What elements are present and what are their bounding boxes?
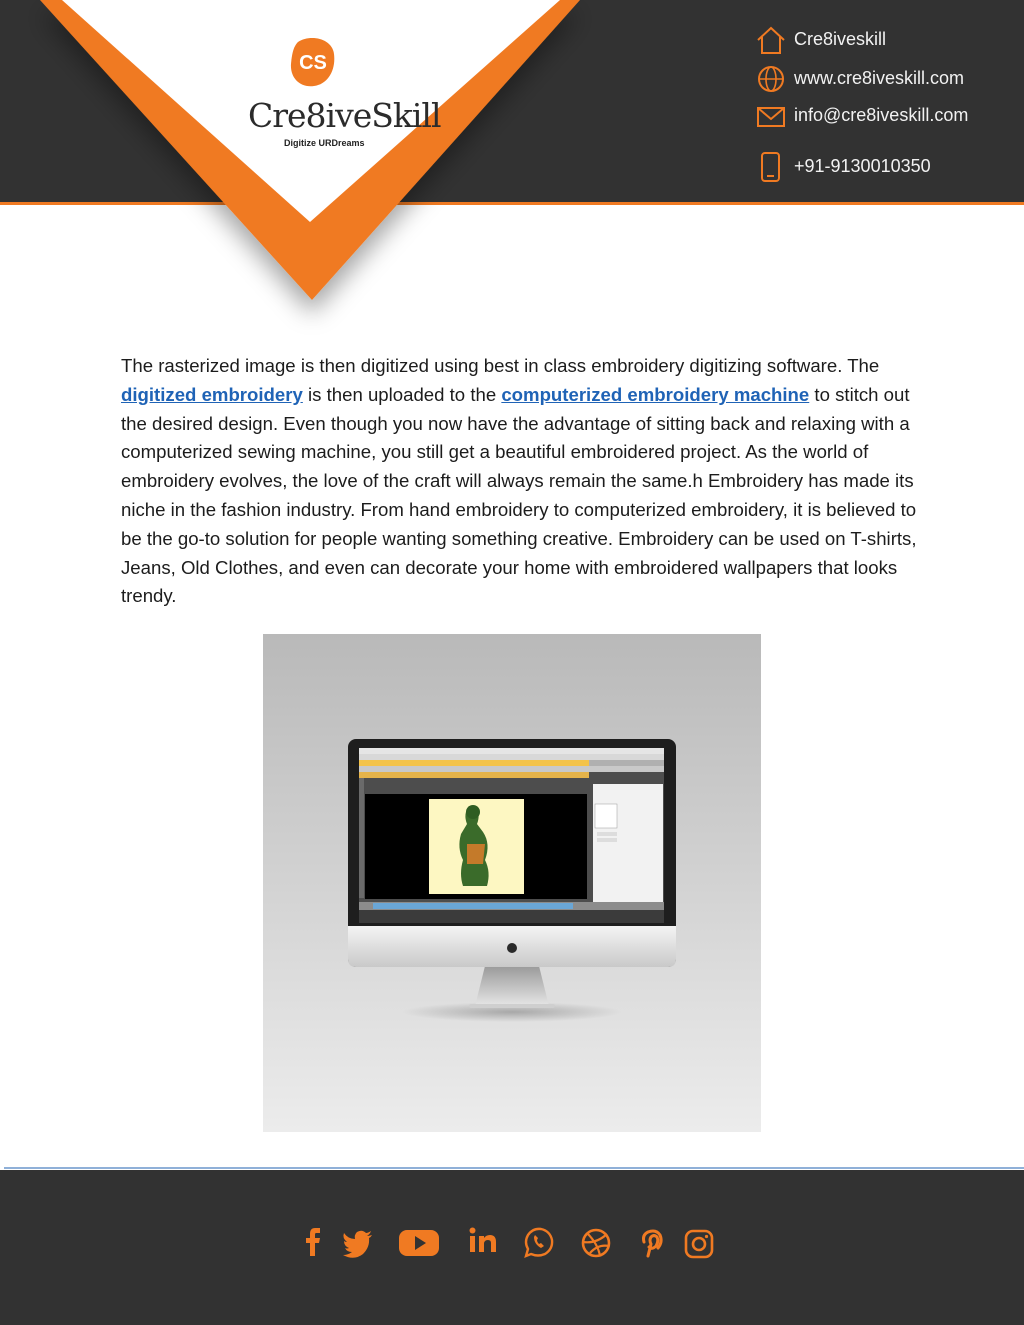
footer-divider <box>4 1167 1024 1169</box>
dribbble-link[interactable] <box>578 1222 614 1262</box>
contact-phone-text: +91-9130010350 <box>794 156 931 176</box>
facebook-link[interactable] <box>295 1222 331 1262</box>
twitter-link[interactable] <box>340 1222 376 1262</box>
computerized-embroidery-machine-link[interactable]: computerized embroidery machine <box>501 383 810 405</box>
globe-icon <box>756 64 786 94</box>
home-icon <box>756 25 786 55</box>
cs-logo-icon <box>288 36 338 88</box>
contact-phone[interactable] <box>756 152 1016 184</box>
contact-company[interactable] <box>756 25 1016 57</box>
contact-website-text: www.cre8iveskill.com <box>794 68 965 88</box>
linkedin-link[interactable] <box>466 1222 502 1262</box>
contact-email-text: info@cre8iveskill.com <box>794 105 969 125</box>
pinterest-link[interactable] <box>632 1222 668 1262</box>
contact-email[interactable] <box>756 101 1016 133</box>
contact-company-text: Cre8iveskill <box>794 29 887 49</box>
mail-icon <box>756 101 786 131</box>
twitter-icon <box>340 1222 376 1262</box>
whatsapp-icon <box>521 1222 557 1262</box>
footer-band <box>0 1170 1024 1325</box>
facebook-icon <box>295 1222 331 1262</box>
instagram-icon <box>681 1222 717 1262</box>
monitor-illustration <box>263 634 761 1132</box>
youtube-icon <box>398 1222 440 1262</box>
linkedin-icon <box>466 1222 502 1262</box>
phone-icon <box>756 152 786 182</box>
pinterest-icon <box>632 1222 668 1262</box>
logo-mark-text: CS <box>299 52 327 74</box>
brand-tagline: Digitize URDreams <box>284 138 365 148</box>
article-text-2: is then uploaded to the <box>302 383 502 405</box>
digitized-embroidery-link[interactable]: digitized embroidery <box>121 383 303 405</box>
article-text-1: The rasterized image is then digitized using best in class embroidery digitizing software. The <box>121 355 880 376</box>
contact-website[interactable] <box>756 64 1016 96</box>
youtube-link[interactable] <box>398 1222 440 1262</box>
article-paragraph <box>121 352 921 611</box>
instagram-link[interactable] <box>681 1222 717 1262</box>
brand-name: Cre8iveSkill <box>248 96 441 135</box>
article-text-3: to stitch out the desired design. Even though you now have the advantage of sitting back and relaxing with a computerized sewing machine, you still get a beautiful embroidered project. As the world of embroidery evolves, the love of the craft will always remain the same.h Embroidery has made its niche in the fashion industry. From hand embroidery to computerized embroidery, it is believed to be the go-to solution for people wanting something creative. Embroidery can be used on T-shirts, Jeans, Old Clothes, and even can decorate your home with embroidered wallpapers that looks trendy. <box>121 383 917 607</box>
whatsapp-link[interactable] <box>521 1222 557 1262</box>
brand-logo[interactable] <box>238 36 441 156</box>
dribbble-icon <box>578 1222 614 1262</box>
